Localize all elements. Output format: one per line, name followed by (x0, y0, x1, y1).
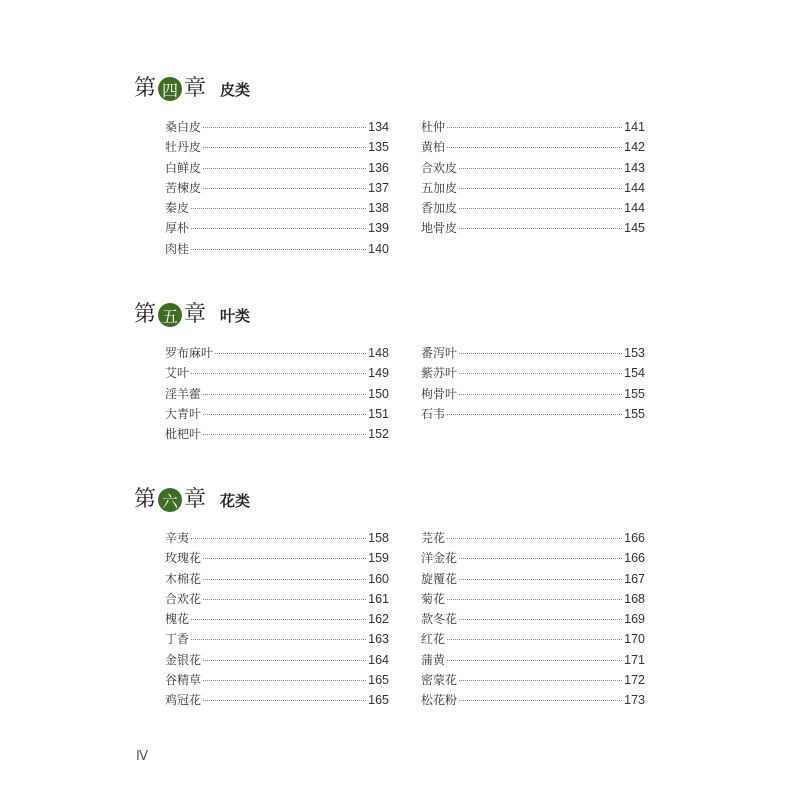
leader-dots (459, 228, 622, 229)
leader-dots (203, 394, 366, 395)
entry-page: 173 (624, 693, 645, 708)
leader-dots (203, 558, 366, 559)
toc-entry[interactable] (421, 159, 645, 179)
entry-page: 164 (368, 652, 389, 667)
leader-dots (191, 619, 366, 620)
toc-entry[interactable] (165, 671, 389, 691)
entry-page: 170 (624, 632, 645, 647)
entry-name: 金银花 (165, 652, 202, 667)
entry-page: 136 (368, 160, 389, 175)
entry-name: 鸡冠花 (165, 693, 202, 708)
entry-name: 紫苏叶 (421, 366, 458, 381)
toc-entry[interactable] (165, 138, 389, 158)
chapter-title: 叶类 (220, 306, 251, 325)
toc-column-left (165, 344, 389, 445)
toc-entry[interactable] (421, 529, 645, 549)
entry-name: 谷精草 (165, 673, 202, 688)
entry-name: 红花 (421, 632, 446, 647)
leader-dots (459, 353, 622, 354)
entry-page: 168 (624, 591, 645, 606)
toc-entry[interactable] (421, 364, 645, 384)
toc-entry[interactable] (165, 570, 389, 590)
entry-page: 137 (368, 180, 389, 195)
entry-page: 159 (368, 551, 389, 566)
leader-dots (191, 249, 366, 250)
leader-dots (447, 639, 622, 640)
toc-entry[interactable] (421, 344, 645, 364)
entry-name: 蒲黄 (421, 652, 446, 667)
toc-entry[interactable] (421, 671, 645, 691)
leader-dots (203, 168, 366, 169)
toc-entry[interactable] (421, 179, 645, 199)
toc-entry[interactable] (165, 240, 389, 260)
page-number: Ⅳ (136, 749, 148, 764)
entry-page: 158 (368, 531, 389, 545)
leader-dots (459, 700, 622, 701)
entry-page: 139 (368, 221, 389, 236)
entry-name: 牡丹皮 (165, 140, 202, 155)
entry-page: 163 (368, 632, 389, 647)
entry-page: 134 (368, 120, 389, 134)
entry-page: 140 (368, 241, 389, 256)
leader-dots (447, 127, 622, 128)
entry-name: 黄柏 (421, 140, 446, 155)
toc-column-left (165, 529, 389, 712)
entry-page: 154 (624, 366, 645, 381)
chapter-suffix: 章 (184, 76, 207, 101)
chapter-prefix: 第 (134, 302, 157, 327)
chapter-number-badge: 六 (158, 488, 182, 512)
leader-dots (203, 700, 366, 701)
leader-dots (215, 353, 366, 354)
leader-dots (203, 660, 366, 661)
entry-page: 165 (368, 673, 389, 688)
entry-name: 五加皮 (421, 180, 458, 195)
entry-name: 松花粉 (421, 693, 458, 708)
entry-name: 枇杷叶 (165, 427, 202, 442)
entry-page: 143 (624, 160, 645, 175)
toc-entry[interactable] (421, 405, 645, 425)
toc-entry[interactable] (421, 138, 645, 158)
toc-entry[interactable] (165, 691, 389, 711)
leader-dots (191, 208, 366, 209)
toc-column-right (421, 118, 645, 240)
leader-dots (447, 599, 622, 600)
entry-name: 芫花 (421, 531, 446, 545)
entry-page: 135 (368, 140, 389, 155)
chapter-suffix: 章 (184, 302, 207, 327)
leader-dots (459, 558, 622, 559)
entry-page: 138 (368, 201, 389, 216)
toc-column-right (421, 344, 645, 425)
entry-name: 槐花 (165, 612, 190, 627)
entry-page: 141 (624, 120, 645, 134)
toc-entry[interactable] (165, 159, 389, 179)
entry-page: 151 (368, 406, 389, 421)
entry-name: 菊花 (421, 591, 446, 606)
toc-entry[interactable] (165, 118, 389, 138)
leader-dots (447, 414, 622, 415)
entry-page: 166 (624, 531, 645, 545)
entry-name: 枸骨叶 (421, 386, 458, 401)
toc-entry[interactable] (421, 219, 645, 239)
entry-page: 160 (368, 571, 389, 586)
entry-name: 辛夷 (165, 531, 190, 545)
toc-entry[interactable] (165, 364, 389, 384)
entry-name: 肉桂 (165, 241, 190, 256)
toc-entry[interactable] (165, 630, 389, 650)
entry-page: 149 (368, 366, 389, 381)
chapter-section (134, 74, 654, 256)
toc-column-right (421, 529, 645, 712)
entry-name: 厚朴 (165, 221, 190, 236)
entry-page: 169 (624, 612, 645, 627)
leader-dots (203, 147, 366, 148)
entry-name: 艾叶 (165, 366, 190, 381)
entry-name: 番泻叶 (421, 346, 458, 360)
leader-dots (459, 208, 622, 209)
leader-dots (447, 538, 622, 539)
leader-dots (203, 127, 366, 128)
leader-dots (459, 680, 622, 681)
entry-name: 合欢皮 (421, 160, 458, 175)
chapter-title: 花类 (220, 491, 251, 510)
entry-name: 石韦 (421, 406, 446, 421)
toc-entry[interactable] (165, 590, 389, 610)
leader-dots (203, 599, 366, 600)
leader-dots (447, 660, 622, 661)
entry-page: 155 (624, 386, 645, 401)
toc-entry[interactable] (421, 590, 645, 610)
leader-dots (203, 434, 366, 435)
entry-page: 165 (368, 693, 389, 708)
entry-name: 丁香 (165, 632, 190, 647)
chapter-number-badge: 四 (158, 77, 182, 101)
entry-page: 167 (624, 571, 645, 586)
entry-page: 144 (624, 180, 645, 195)
entry-page: 142 (624, 140, 645, 155)
entry-name: 玫瑰花 (165, 551, 202, 566)
toc-entry[interactable] (165, 549, 389, 569)
entry-name: 木棉花 (165, 571, 202, 586)
leader-dots (191, 639, 366, 640)
toc-entry[interactable] (165, 405, 389, 425)
chapter-heading (134, 485, 654, 515)
toc-entry[interactable] (165, 425, 389, 445)
entry-name: 地骨皮 (421, 221, 458, 236)
toc-entry[interactable] (421, 651, 645, 671)
toc-entry[interactable] (421, 118, 645, 138)
entry-page: 155 (624, 406, 645, 421)
toc-entry[interactable] (165, 651, 389, 671)
entry-name: 杜仲 (421, 120, 446, 134)
leader-dots (459, 168, 622, 169)
entry-name: 旋覆花 (421, 571, 458, 586)
leader-dots (203, 188, 366, 189)
entry-page: 172 (624, 673, 645, 688)
entry-page: 145 (624, 221, 645, 236)
toc-entry[interactable] (165, 610, 389, 630)
entry-name: 大青叶 (165, 406, 202, 421)
entry-page: 150 (368, 386, 389, 401)
entry-name: 苦楝皮 (165, 180, 202, 195)
toc-entry[interactable] (421, 570, 645, 590)
leader-dots (459, 394, 622, 395)
leader-dots (191, 538, 366, 539)
chapter-heading (134, 74, 654, 104)
toc-entry[interactable] (421, 691, 645, 711)
leader-dots (459, 579, 622, 580)
entry-name: 香加皮 (421, 201, 458, 216)
chapter-heading (134, 300, 654, 330)
entry-page: 162 (368, 612, 389, 627)
leader-dots (191, 228, 366, 229)
chapter-prefix: 第 (134, 487, 157, 512)
toc-entry[interactable] (421, 549, 645, 569)
entry-name: 淫羊藿 (165, 386, 202, 401)
entry-page: 148 (368, 346, 389, 360)
toc-entry[interactable] (421, 199, 645, 219)
toc-entry[interactable] (421, 630, 645, 650)
entry-page: 161 (368, 591, 389, 606)
entry-name: 款冬花 (421, 612, 458, 627)
chapter-section (134, 485, 654, 708)
entry-name: 合欢花 (165, 591, 202, 606)
toc-column-left (165, 118, 389, 260)
toc-entry[interactable] (165, 219, 389, 239)
chapter-prefix: 第 (134, 76, 157, 101)
leader-dots (203, 680, 366, 681)
entry-page: 144 (624, 201, 645, 216)
chapter-title: 皮类 (220, 80, 251, 99)
entry-page: 152 (368, 427, 389, 442)
chapter-number-badge: 五 (158, 303, 182, 327)
toc-entry[interactable] (421, 385, 645, 405)
chapter-suffix: 章 (184, 487, 207, 512)
toc-entry[interactable] (165, 199, 389, 219)
toc-entry[interactable] (421, 610, 645, 630)
toc-entry[interactable] (165, 344, 389, 364)
leader-dots (191, 373, 366, 374)
leader-dots (203, 414, 366, 415)
entry-name: 罗布麻叶 (165, 346, 214, 360)
entry-page: 153 (624, 346, 645, 360)
leader-dots (203, 579, 366, 580)
entry-name: 密蒙花 (421, 673, 458, 688)
entry-page: 166 (624, 551, 645, 566)
toc-entry[interactable] (165, 179, 389, 199)
toc-entry[interactable] (165, 385, 389, 405)
leader-dots (459, 373, 622, 374)
entry-page: 171 (624, 652, 645, 667)
toc-entry[interactable] (165, 529, 389, 549)
chapter-section (134, 300, 654, 442)
leader-dots (459, 619, 622, 620)
entry-name: 白鲜皮 (165, 160, 202, 175)
leader-dots (459, 188, 622, 189)
entry-name: 洋金花 (421, 551, 458, 566)
entry-name: 桑白皮 (165, 120, 202, 134)
entry-name: 秦皮 (165, 201, 190, 216)
leader-dots (447, 147, 622, 148)
